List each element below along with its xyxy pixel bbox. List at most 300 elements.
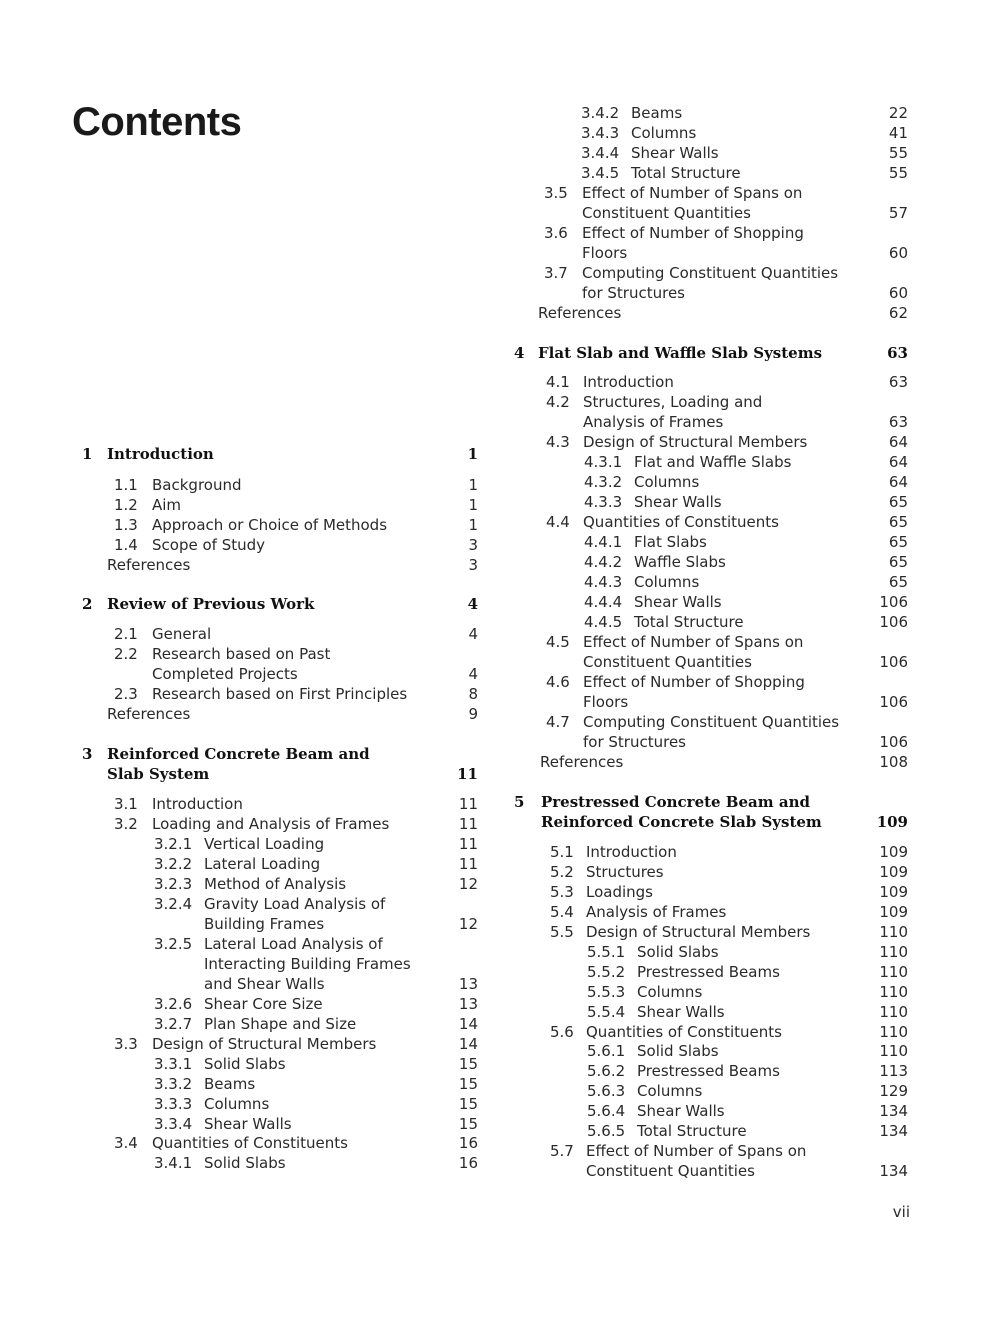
toc-entry-label: Lateral Loading [204,855,321,873]
toc-entry-label: Research based on First Principles [152,685,408,703]
toc-entry-5-7 [514,1141,908,1161]
toc-entry-label: Constituent Quantities [582,204,751,222]
toc-entry-completed-projects [82,664,478,684]
toc-entry-3-2-5 [82,934,478,954]
toc-entry-page: 110 [879,983,908,1001]
toc-entry-page: 106 [879,733,908,751]
toc-entry-label: Beams [204,1075,256,1093]
toc-entry-label: Completed Projects [152,665,298,683]
toc-entry-3-4-3 [514,123,908,143]
toc-entry-label: for Structures [582,284,685,302]
toc-entry-references [514,303,908,323]
toc-entry-number: 5.1 [550,843,574,861]
toc-entry-label: Total Structure [631,164,741,182]
toc-entry-3-2-4 [82,894,478,914]
toc-entry-label: Effect of Number of Shopping [583,673,805,691]
toc-entry-page: 110 [879,923,908,941]
toc-entry-label: Columns [637,983,703,1001]
toc-entry-number: 4.7 [546,713,570,731]
toc-entry-label: Waffle Slabs [634,553,726,571]
toc-entry-1-2 [82,495,478,515]
toc-entry-2-2 [82,644,478,664]
toc-entry-5-6-5 [514,1121,908,1141]
toc-entry-number: 3.2.4 [154,895,193,913]
toc-entry-3-4-5 [514,163,908,183]
toc-entry-number: 4.4.2 [584,553,623,571]
toc-entry-page: 134 [879,1122,908,1140]
toc-entry-page: 64 [888,473,908,491]
toc-entry-3-5 [514,183,908,203]
toc-entry-3-7 [514,263,908,283]
toc-entry-5-6-4 [514,1101,908,1121]
toc-entry-label: Shear Walls [204,1115,292,1133]
toc-entry-number: 4.3.1 [584,453,623,471]
toc-entry-number: 3.4 [114,1134,138,1152]
toc-entry-page: 63 [888,373,908,391]
toc-entry-page: 109 [879,883,908,901]
toc-entry-label: Review of Previous Work [107,595,315,613]
toc-entry-number: 3.4.4 [581,144,620,162]
toc-entry-number: 3.7 [544,264,568,282]
toc-entry-page: 11 [458,795,478,813]
toc-entry-2 [82,594,478,614]
toc-entry-5-2 [514,862,908,882]
toc-entry-label: Design of Structural Members [586,923,811,941]
toc-entry-page: 16 [458,1154,478,1172]
toc-entry-page: 4 [468,665,478,683]
toc-entry-4-7 [514,712,908,732]
toc-entry-1 [82,444,478,464]
toc-entry-number: 4.1 [546,373,570,391]
toc-entry-page: 11 [458,815,478,833]
toc-entry-number: 5.4 [550,903,574,921]
toc-entry-number: 3.2.2 [154,855,193,873]
toc-entry-label: Columns [634,573,700,591]
toc-entry-label: Prestressed Beams [637,1062,780,1080]
toc-entry-3-2-1 [82,834,478,854]
toc-entry-label: Structures [586,863,664,881]
toc-entry-label: Effect of Number of Spans on [583,633,804,651]
toc-entry-page: 63 [887,344,908,362]
toc-entry-4-4 [514,512,908,532]
toc-entry-label: Plan Shape and Size [204,1015,357,1033]
toc-entry-label: References [538,304,622,322]
toc-entry-for-structures [514,732,908,752]
toc-entry-label: References [540,753,624,771]
toc-entry-number: 5.3 [550,883,574,901]
toc-entry-label: Gravity Load Analysis of [204,895,386,913]
toc-entry-label: Shear Core Size [204,995,323,1013]
toc-entry-references [82,704,478,724]
toc-entry-page: 62 [888,304,908,322]
toc-entry-number: 2 [82,595,93,613]
toc-entry-page: 108 [879,753,908,771]
toc-entry-page: 8 [468,685,478,703]
toc-entry-number: 5.7 [550,1142,574,1160]
toc-entry-page: 64 [888,433,908,451]
toc-entry-page: 1 [468,476,478,494]
toc-entry-number: 3 [82,745,93,763]
toc-entry-page: 65 [888,533,908,551]
toc-entry-3-4-1 [82,1153,478,1173]
toc-entry-number: 4.3 [546,433,570,451]
toc-entry-5-6 [514,1022,908,1042]
toc-entry-label: Loading and Analysis of Frames [152,815,390,833]
toc-entry-4-4-1 [514,532,908,552]
toc-entry-number: 3.1 [114,795,138,813]
toc-entry-5-5-2 [514,962,908,982]
toc-entry-label: Columns [634,473,700,491]
toc-entry-3-2 [82,814,478,834]
toc-entry-number: 4.3.2 [584,473,623,491]
toc-entry-page: 110 [879,1023,908,1041]
toc-entry-label: Building Frames [204,915,325,933]
toc-entry-4-3-3 [514,492,908,512]
toc-entry-number: 3.3 [114,1035,138,1053]
toc-entry-1-4 [82,535,478,555]
toc-entry-interacting-building-frames [82,954,478,974]
toc-entry-constituent-quantities [514,203,908,223]
toc-entry-page: 11 [458,855,478,873]
toc-entry-number: 1 [82,445,93,463]
toc-entry-references [514,752,908,772]
toc-entry-label: Total Structure [634,613,744,631]
toc-entry-page: 1 [467,445,478,463]
toc-entry-number: 3.2.1 [154,835,193,853]
toc-entry-label: Quantities of Constituents [586,1023,782,1041]
toc-entry-label: Interacting Building Frames [204,955,411,973]
toc-entry-number: 3.6 [544,224,568,242]
toc-entry-4-6 [514,672,908,692]
toc-entry-page: 9 [468,705,478,723]
toc-entry-number: 1.1 [114,476,138,494]
toc-entry-number: 5.5 [550,923,574,941]
toc-entry-number: 4.4.5 [584,613,623,631]
toc-entry-4-4-4 [514,592,908,612]
toc-entry-number: 3.2 [114,815,138,833]
toc-entry-page: 55 [888,144,908,162]
toc-entry-reinforced-concrete-slab-system [514,812,908,832]
toc-entry-page: 106 [879,593,908,611]
toc-entry-number: 5.2 [550,863,574,881]
toc-entry-page: 12 [458,915,478,933]
toc-entry-page: 3 [468,536,478,554]
toc-entry-page: 106 [879,613,908,631]
toc-entry-for-structures [514,283,908,303]
toc-entry-page: 64 [888,453,908,471]
toc-entry-4-4-2 [514,552,908,572]
toc-entry-page: 60 [888,284,908,302]
toc-entry-number: 5.5.2 [587,963,626,981]
toc-entry-label: Columns [637,1082,703,1100]
toc-entry-5-3 [514,882,908,902]
toc-entry-number: 3.4.1 [154,1154,193,1172]
toc-entry-label: Prestressed Beams [637,963,780,981]
toc-entry-number: 5.6.4 [587,1102,626,1120]
toc-entry-page: 13 [458,975,478,993]
toc-entry-page: 110 [879,963,908,981]
toc-entry-number: 3.4.3 [581,124,620,142]
toc-entry-number: 5 [514,793,525,811]
toc-entry-label: Shear Walls [634,493,722,511]
toc-entry-label: Introduction [586,843,677,861]
toc-entry-number: 3.2.6 [154,995,193,1013]
toc-entry-floors [514,692,908,712]
toc-entry-number: 4.4.4 [584,593,623,611]
toc-entry-page: 3 [468,556,478,574]
toc-entry-number: 2.2 [114,645,138,663]
toc-entry-number: 5.6.1 [587,1042,626,1060]
toc-entry-number: 4.6 [546,673,570,691]
toc-entry-page: 55 [888,164,908,182]
toc-entry-number: 1.3 [114,516,138,534]
toc-entry-label: Approach or Choice of Methods [152,516,388,534]
toc-entry-3-3-3 [82,1094,478,1114]
toc-entry-3-3-4 [82,1114,478,1134]
toc-entry-number: 3.4.5 [581,164,620,182]
toc-entry-page: 109 [879,903,908,921]
toc-entry-number: 5.5.1 [587,943,626,961]
toc-entry-page: 110 [879,1003,908,1021]
toc-entry-slab-system [82,764,478,784]
toc-entry-page: 106 [879,693,908,711]
toc-entry-page: 110 [879,1042,908,1060]
toc-entry-number: 2.1 [114,625,138,643]
toc-entry-4-4-3 [514,572,908,592]
toc-entry-page: 134 [879,1162,908,1180]
toc-entry-page: 15 [458,1115,478,1133]
toc-entry-and-shear-walls [82,974,478,994]
toc-entry-2-1 [82,624,478,644]
toc-entry-label: Effect of Number of Spans on [582,184,803,202]
toc-entry-3-6 [514,223,908,243]
toc-entry-number: 3.3.4 [154,1115,193,1133]
toc-entry-page: 129 [879,1082,908,1100]
toc-entry-label: Columns [631,124,697,142]
toc-entry-number: 4 [514,344,525,362]
toc-entry-page: 63 [888,413,908,431]
toc-entry-page: 16 [458,1134,478,1152]
toc-entry-5-1 [514,842,908,862]
toc-entry-label: Flat Slabs [634,533,707,551]
toc-entry-page: 15 [458,1055,478,1073]
toc-entry-4-3 [514,432,908,452]
toc-entry-5-6-1 [514,1041,908,1061]
toc-entry-page: 14 [458,1015,478,1033]
toc-entry-label: Introduction [107,445,214,463]
toc-entry-number: 5.6.2 [587,1062,626,1080]
toc-entry-page: 13 [458,995,478,1013]
toc-entry-number: 5.6 [550,1023,574,1041]
toc-entry-label: Analysis of Frames [586,903,727,921]
toc-entry-label: Computing Constituent Quantities [583,713,840,731]
toc-entry-label: Effect of Number of Spans on [586,1142,807,1160]
toc-entry-number: 5.5.3 [587,983,626,1001]
toc-entry-3-2-6 [82,994,478,1014]
toc-entry-5-5-1 [514,942,908,962]
toc-entry-page: 65 [888,553,908,571]
toc-entry-3-2-7 [82,1014,478,1034]
toc-entry-label: Slab System [107,765,210,783]
toc-entry-3-2-2 [82,854,478,874]
toc-entry-5-6-2 [514,1061,908,1081]
toc-entry-page: 15 [458,1095,478,1113]
toc-entry-5-4 [514,902,908,922]
toc-entry-5-5-3 [514,982,908,1002]
toc-entry-page: 14 [458,1035,478,1053]
toc-entry-label: Lateral Load Analysis of [204,935,383,953]
toc-entry-page: 4 [468,625,478,643]
toc-entry-building-frames [82,914,478,934]
toc-entry-label: Scope of Study [152,536,265,554]
toc-entry-page: 109 [879,863,908,881]
toc-entry-2-3 [82,684,478,704]
toc-entry-label: Constituent Quantities [586,1162,755,1180]
toc-entry-page: 106 [879,653,908,671]
toc-entry-page: 113 [879,1062,908,1080]
toc-entry-number: 4.4.3 [584,573,623,591]
toc-entry-page: 65 [888,573,908,591]
toc-entry-page: 109 [879,843,908,861]
toc-entry-number: 3.3.2 [154,1075,193,1093]
toc-entry-page: 134 [879,1102,908,1120]
toc-entry-4-3-2 [514,472,908,492]
toc-entry-number: 5.6.5 [587,1122,626,1140]
toc-entry-number: 2.3 [114,685,138,703]
toc-entry-label: Vertical Loading [204,835,325,853]
toc-entry-3-4-4 [514,143,908,163]
toc-entry-label: Floors [582,244,628,262]
toc-entry-label: Prestressed Concrete Beam and [541,793,810,811]
toc-entry-number: 5.6.3 [587,1082,626,1100]
toc-entry-4-3-1 [514,452,908,472]
page-title: Contents [72,100,242,144]
toc-entry-page: 1 [468,496,478,514]
toc-entry-label: References [107,556,191,574]
toc-entry-4-4-5 [514,612,908,632]
toc-entry-label: Structures, Loading and [583,393,763,411]
toc-entry-3-2-3 [82,874,478,894]
toc-entry-number: 4.3.3 [584,493,623,511]
toc-entry-label: Solid Slabs [637,943,719,961]
toc-entry-1-1 [82,475,478,495]
toc-entry-label: Solid Slabs [204,1055,286,1073]
toc-entry-number: 1.2 [114,496,138,514]
toc-entry-number: 3.3.1 [154,1055,193,1073]
toc-entry-page: 4 [467,595,478,613]
toc-entry-label: Constituent Quantities [583,653,752,671]
toc-entry-constituent-quantities [514,652,908,672]
toc-entry-number: 4.5 [546,633,570,651]
toc-entry-number: 3.2.5 [154,935,193,953]
toc-entry-page: 1 [468,516,478,534]
toc-entry-number: 3.2.7 [154,1015,193,1033]
toc-entry-4 [514,343,908,363]
toc-entry-label: References [107,705,191,723]
toc-entry-label: Computing Constituent Quantities [582,264,839,282]
toc-entry-label: Shear Walls [631,144,719,162]
toc-entry-label: Beams [631,104,683,122]
toc-entry-number: 4.4 [546,513,570,531]
toc-entry-3-4-2 [514,103,908,123]
toc-entry-label: Shear Walls [637,1003,725,1021]
toc-entry-4-1 [514,372,908,392]
toc-entry-label: Flat Slab and Waffle Slab Systems [538,344,823,362]
toc-entry-label: for Structures [583,733,686,751]
toc-entry-page: 15 [458,1075,478,1093]
toc-entry-label: Introduction [583,373,674,391]
toc-entry-number: 3.5 [544,184,568,202]
toc-entry-3-1 [82,794,478,814]
toc-entry-constituent-quantities [514,1161,908,1181]
toc-entry-number: 5.5.4 [587,1003,626,1021]
toc-entry-5-5 [514,922,908,942]
toc-entry-label: Research based on Past [152,645,331,663]
toc-entry-label: Effect of Number of Shopping [582,224,804,242]
toc-entry-page: 65 [888,493,908,511]
toc-entry-3-3 [82,1034,478,1054]
toc-entry-references [82,555,478,575]
toc-entry-label: Solid Slabs [637,1042,719,1060]
toc-entry-number: 3.2.3 [154,875,193,893]
toc-entry-number: 3.3.3 [154,1095,193,1113]
toc-entry-page: 12 [458,875,478,893]
toc-entry-5-6-3 [514,1081,908,1101]
toc-entry-label: Background [152,476,242,494]
toc-entry-label: Reinforced Concrete Beam and [107,745,370,763]
toc-entry-label: Design of Structural Members [583,433,808,451]
toc-entry-label: Method of Analysis [204,875,347,893]
toc-entry-label: Quantities of Constituents [152,1134,348,1152]
toc-entry-page: 11 [457,765,478,783]
toc-entry-number: 4.4.1 [584,533,623,551]
toc-entry-label: and Shear Walls [204,975,325,993]
toc-entry-page: 110 [879,943,908,961]
toc-entry-number: 3.4.2 [581,104,620,122]
toc-entry-label: Quantities of Constituents [583,513,779,531]
page-folio: vii [892,1203,910,1221]
toc-entry-page: 57 [888,204,908,222]
toc-entry-label: Flat and Waffle Slabs [634,453,792,471]
toc-entry-label: Total Structure [637,1122,747,1140]
toc-entry-label: Design of Structural Members [152,1035,377,1053]
toc-entry-label: General [152,625,212,643]
toc-entry-label: Loadings [586,883,653,901]
toc-entry-4-5 [514,632,908,652]
toc-entry-label: Solid Slabs [204,1154,286,1172]
toc-entry-5 [514,792,908,812]
toc-entry-label: Analysis of Frames [583,413,724,431]
toc-entry-label: Columns [204,1095,270,1113]
toc-entry-3-3-1 [82,1054,478,1074]
toc-entry-number: 1.4 [114,536,138,554]
toc-entry-3-4 [82,1133,478,1153]
toc-entry-label: Introduction [152,795,243,813]
toc-entry-label: Floors [583,693,629,711]
toc-entry-1-3 [82,515,478,535]
toc-entry-3 [82,744,478,764]
toc-entry-4-2 [514,392,908,412]
toc-entry-page: 22 [888,104,908,122]
toc-entry-analysis-of-frames [514,412,908,432]
toc-entry-3-3-2 [82,1074,478,1094]
toc-entry-label: Aim [152,496,182,514]
toc-entry-number: 4.2 [546,393,570,411]
toc-entry-page: 41 [888,124,908,142]
toc-entry-label: Reinforced Concrete Slab System [541,813,822,831]
toc-entry-page: 65 [888,513,908,531]
toc-entry-5-5-4 [514,1002,908,1022]
